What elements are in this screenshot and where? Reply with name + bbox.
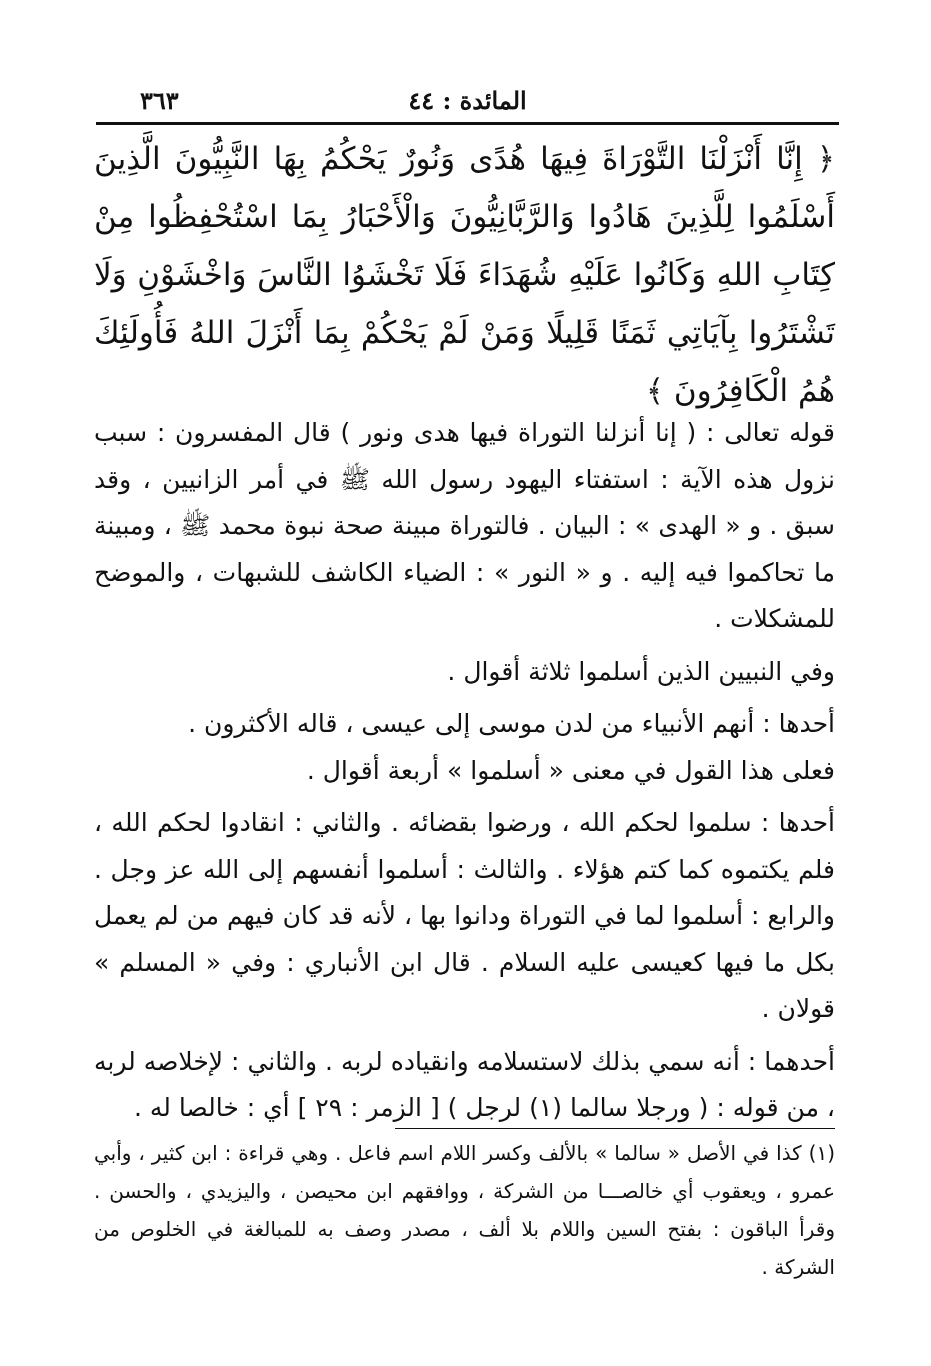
paragraph-four-opinions: فعلى هذا القول في معنى « أسلموا » أربعة أقوال . xyxy=(306,755,835,785)
paragraph-intro: قوله تعالى : ( إنا أنزلنا التوراة فيها هدى ونور ) قال المفسرون : سبب نزول هذه الآية : استفتاء اليهود رسول الله ﷺ في أمر الزانيين ، وقد سبق . و « الهدى » : البيان . فالتوراة مبينة صحة نبوة محمد ﷺ ، ومبينة ما تحاكموا فيه إليه . و « النور » : الضياء الكاشف للشبهات ، والموضح للمشكلات . xyxy=(94,418,835,633)
paragraph-muslim-meaning: أحدهما : أنه سمي بذلك لاستسلامه وانقياده لربه . والثاني : لإخلاصه لربه ، من قوله : ( ورجلا سالما (١) لرجل ) [ الزمر : ٢٩ ] أي : خالصا له . xyxy=(94,1046,835,1122)
page-number: ٣٦٣ xyxy=(140,86,179,115)
header-rule xyxy=(96,122,839,125)
running-title: المائدة : ٤٤ xyxy=(408,86,527,115)
paragraph-first-opinion: أحدها : أنهم الأنبياء من لدن موسى إلى عيسى ، قاله الأكثرون . xyxy=(188,709,835,738)
footnote xyxy=(94,1134,835,1286)
paragraph-prophets: وفي النبيين الذين أسلموا ثلاثة أقوال . xyxy=(447,656,835,686)
footnote-text: (١) كذا في الأصل « سالما » بالألف وكسر اللام اسم فاعل . وهي قراءة : ابن كثير ، وأبي عمرو ، ويعقوب أي خالصـــا من الشركة ، ووافقهم ابن محيصن ، واليزيدي ، والحسن . وقرأ الباقون : بفتح السين واللام بلا ألف ، مصدر وصف به للمبالغة في الخلوص من الشركة . xyxy=(94,1141,835,1279)
commentary-text xyxy=(94,410,835,1132)
quran-verse: ﴿ إِنَّا أَنْزَلْنَا التَّوْرَاةَ فِيهَا هُدًى وَنُورٌ يَحْكُمُ بِهَا النَّبِيُّونَ الَّذِينَ أَسْلَمُوا لِلَّذِينَ هَادُوا وَالرَّبَّانِيُّونَ وَالْأَحْبَارُ بِمَا اسْتُحْفِظُوا مِنْ كِتَابِ اللهِ وَكَانُوا عَلَيْهِ شُهَدَاءَ فَلَا تَخْشَوُا النَّاسَ وَاخْشَوْنِ وَلَا تَشْتَرُوا بِآيَاتِي ثَمَنًا قَلِيلًا وَمَنْ لَمْ يَحْكُمْ بِمَا أَنْزَلَ اللهُ فَأُولَئِكَ هُمُ الْكَافِرُونَ ﴾ xyxy=(94,141,835,409)
paragraph-opinions-list: أحدها : سلموا لحكم الله ، ورضوا بقضائه . والثاني : انقادوا لحكم الله ، فلم يكتموه كما كتم هؤلاء . والثالث : أسلموا أنفسهم إلى الله عز وجل . والرابع : أسلموا لما في التوراة ودانوا بها ، لأنه قد كان فيهم من لم يعمل بكل ما فيها كعيسى عليه السلام . قال ابن الأنباري : وفي « المسلم » قولان . xyxy=(94,808,835,1023)
footnote-rule xyxy=(395,1128,835,1129)
page-header xyxy=(100,80,835,120)
